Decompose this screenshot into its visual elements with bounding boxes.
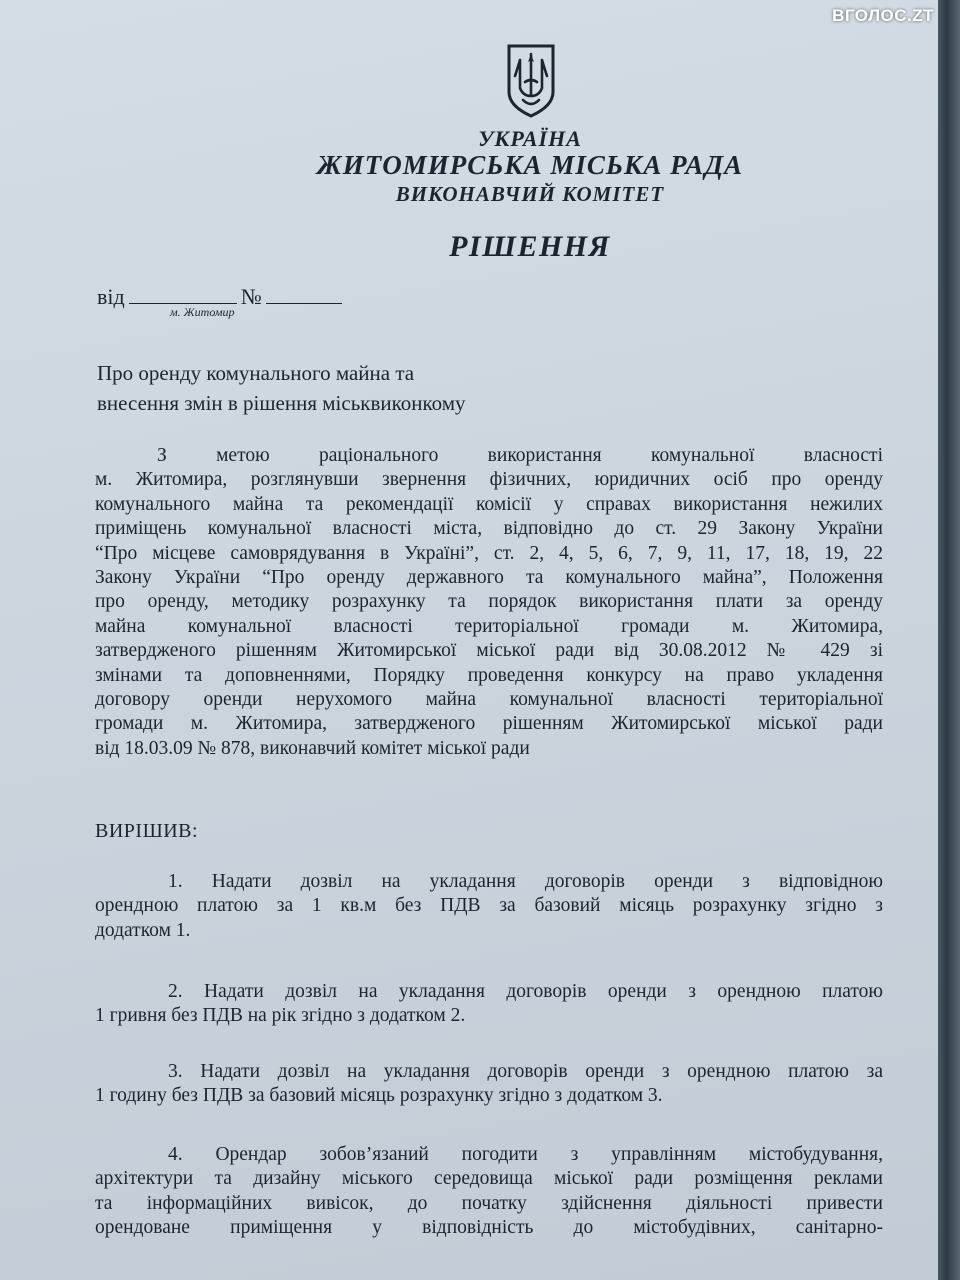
text-line: З метою раціонального використання комунальної власності: [157, 445, 883, 466]
text-line: “Про місцеве самоврядування в Україні”, ст. 2, 4, 5, 6, 7, 9, 11, 17, 18, 19, 22: [95, 542, 883, 564]
text-line: архітектури та дизайну міського середовища міської ради розміщення реклами: [95, 1168, 883, 1190]
preamble-paragraph: [95, 444, 883, 761]
text-line: 1 годину без ПДВ за базовий місяць розрахунку згідно з додатком 3.: [95, 1085, 663, 1107]
text-line: громади м. Житомира, затвердженого рішенням Житомирської міської ради: [95, 713, 883, 735]
subject-line: Про оренду комунального майна та: [97, 361, 415, 385]
text-line: приміщень комунальної власності міста, відповідно до ст. 29 Закону України: [95, 518, 883, 540]
binder-edge: [938, 0, 960, 1280]
text-line: та інформаційних вивісок, до початку здійснення діяльності привести: [95, 1192, 883, 1214]
decision-item-4: [95, 1143, 883, 1241]
text-line: орендоване приміщення у відповідність до містобудівних, санітарно-: [95, 1217, 883, 1239]
date-label: від: [97, 284, 125, 309]
text-line: змінами та доповненнями, Порядку проведення конкурсу на право укладення: [95, 664, 883, 686]
site-watermark: ВГОЛОС.ZT: [832, 6, 934, 25]
text-line: майна комунальної власності територіальної громади м. Житомира,: [95, 615, 883, 637]
text-line: Закону України “Про оренду державного та комунального майна”, Положення: [95, 566, 883, 588]
text-line: комунального майна та рекомендації комісії у справах використання нежилих: [95, 493, 883, 515]
document-type-title: РІШЕННЯ: [449, 230, 611, 263]
text-line: м. Житомира, розглянувши звернення фізичних, юридичних осіб про оренду: [95, 469, 883, 491]
text-line: договору оренди нерухомого майна комунальної власності територіальної: [95, 688, 883, 710]
text-line: 1 гривня без ПДВ на рік згідно з додатком 2.: [95, 1005, 466, 1027]
text-line: від 18.03.09 № 878, виконавчий комітет міської ради: [95, 737, 530, 759]
decided-heading: ВИРІШИВ:: [95, 820, 199, 842]
header-committee: ВИКОНАВЧИЙ КОМІТЕТ: [395, 182, 665, 206]
text-line: про оренду, методику розрахунку та порядок використання плати за оренду: [95, 591, 883, 613]
header-country: УКРАЇНА: [478, 126, 582, 151]
text-line: 1. Надати дозвіл на укладання договорів оренди з відповідною: [168, 871, 883, 892]
header-council: ЖИТОМИРСЬКА МІСЬКА РАДА: [316, 150, 744, 180]
decision-item-2: [95, 980, 883, 1029]
text-line: затвердженого рішенням Житомирської міської ради від 30.08.2012 № 429 зі: [95, 640, 883, 662]
number-blank: [266, 303, 342, 304]
text-line: 2. Надати дозвіл на укладання договорів оренди з орендною платою: [168, 981, 883, 1002]
decision-subject: [97, 358, 466, 418]
decision-item-3: [95, 1060, 883, 1109]
city-label: м. Житомир: [170, 305, 235, 319]
text-line: орендною платою за 1 кв.м без ПДВ за базовий місяць розрахунку згідно з: [95, 895, 883, 917]
text-line: 3. Надати дозвіл на укладання договорів оренди з орендною платою за: [168, 1061, 883, 1082]
number-label: №: [240, 284, 262, 309]
subject-line: внесення змін в рішення міськвиконкому: [97, 391, 466, 415]
date-blank: [129, 303, 237, 304]
decision-item-1: [95, 870, 883, 943]
trident-emblem-icon: [503, 42, 559, 118]
text-line: 4. Орендар зобов’язаний погодити з управлінням містобудування,: [168, 1144, 883, 1165]
text-line: додатком 1.: [95, 919, 191, 941]
